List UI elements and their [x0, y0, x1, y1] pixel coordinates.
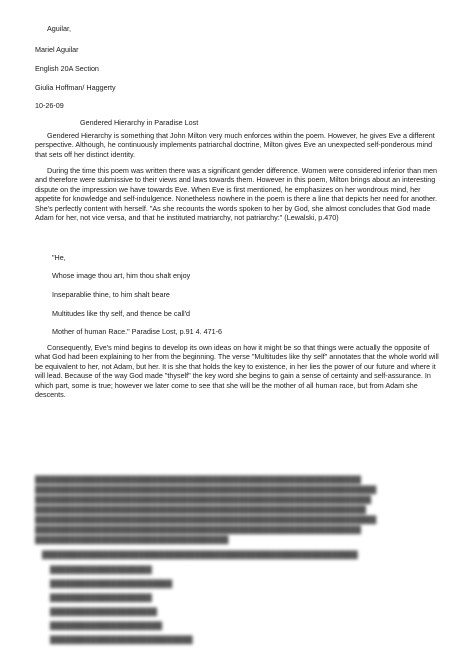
paragraph-2	[35, 166, 440, 222]
quote-line-3: Inseparablie thine, to him shalt beare	[52, 290, 170, 299]
blurred-line: ██████████████████████████████████████	[35, 535, 229, 544]
running-head: Aguilar,	[47, 24, 71, 33]
quote-line-5: Mother of human Race." Paradise Lost, p.91 4. 471-6	[52, 327, 222, 336]
quote-line-4: Multitudes like thy self, and thence be call'd	[52, 309, 191, 318]
blurred-line: ████████████████████████████████████████████████████████████████	[35, 475, 361, 484]
blurred-line: ██████████████████████████████████████████████████████████████	[42, 550, 358, 559]
blurred-line: █████████████████████████████████████████████████████████████████	[35, 505, 367, 514]
paragraph-1-text: Gendered Hierarchy is something that John Milton very much enforces within the poem. However, he gives Eve a different perspective. Although, he continuously implements patriarchal doctrine, Milton gives Eve an unexpected self-ponderous mind that sets off her distinct identity.	[35, 131, 435, 159]
paragraph-2-text: During the time this poem was written there was a significant gender difference. Women were considered inferior than men and therefore were submissive to their views and laws towards them. However in this poem, Milton brings about an interesting dispute on the impression we have towards Eve. When Eve is first mentioned, he emphasizes on her wondrous mind, her appetite for knowledge and self-indulgence. Nonetheless nowhere in the poem is there a line that depicts her need for another. She's perfectly content with herself. "As she recounts the words spoken to her by God, she almost concludes that God made Adam for her, not vice versa, and that he instituted matriarchy, not patriarchy:" (Lewalski, p.470)	[35, 166, 438, 223]
instructor-name: Giulia Hoffman/ Haggerty	[35, 83, 116, 92]
paragraph-3	[35, 343, 440, 399]
blurred-line: ████████████████████████████████████████████████████████████████	[35, 525, 361, 534]
blurred-line: ████████████████████	[50, 593, 152, 602]
essay-title: Gendered Hierarchy in Paradise Lost	[80, 118, 199, 127]
blurred-line: ███████████████████████████████████████████████████████████████████	[35, 515, 377, 524]
blurred-text-region	[30, 475, 450, 655]
blurred-line: ██████████████████████	[50, 621, 163, 630]
date: 10-26-09	[35, 101, 64, 110]
quote-line-1: "He,	[52, 253, 66, 262]
blurred-line: ████████████████████████████	[50, 635, 193, 644]
blurred-line: █████████████████████	[50, 607, 157, 616]
course-name: English 20A Section	[35, 64, 99, 73]
blurred-line: ██████████████████████████████████████████████████████████████████	[35, 495, 372, 504]
blurred-line: ███████████████████████████████████████████████████████████████████	[35, 485, 377, 494]
blurred-line: ████████████████████	[50, 565, 152, 574]
quote-line-2: Whose image thou art, him thou shalt enjoy	[52, 271, 191, 280]
paragraph-3-text: Consequently, Eve's mind begins to develop its own ideas on how it might be so that things were actually the opposite of what God had been explaining to her from the beginning. The verse "Multitudes like thy self" annotates that the whole world will be equivalent to her, not Adam, but her. It is she that holds the key to existence, in her lies the power of our future and where it will lead. Because of the way God made "thyself" the key word she begins to gain a sense of certainty and self-assurance. In which part, some is true; however we later come to see that she will be the mother of all human race, but from Adam she descents.	[35, 343, 439, 400]
blurred-line: ████████████████████████	[50, 579, 173, 588]
author-name: Mariel Aguilar	[35, 45, 79, 54]
paragraph-1	[35, 131, 440, 159]
